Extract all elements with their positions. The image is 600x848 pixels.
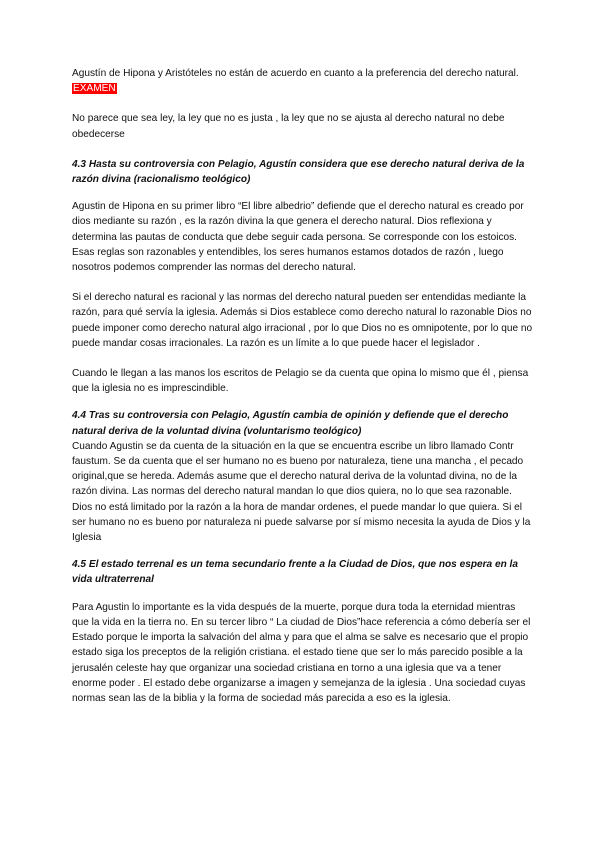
paragraph-4-5: Para Agustin lo importante es la vida después de la muerte, porque dura toda la eternidad mientras que la vida en la tierra no. En su tercer libro “ La ciudad de Dios”hace referencia a cómo debería ser el Estado porque le importa la salvación del alma y para que el alma se salve es necesario que el propio estado siga los preceptos de la religión cristiana. el estado tiene que ser lo más parecido posible a la jerusalén celeste hay que organizar una sociedad cristiana en torno a una iglesia que va a tener enorme poder . El estado debe organizarse a imagen y semejanza de la iglesia . Una sociedad cuyas normas sean las de la biblia y la forma de sociedad más parecida a eso es la iglesia. (72, 601, 531, 704)
intro-text: Agustín de Hipona y Aristóteles no están de acuerdo en cuanto a la preferencia del derecho natural. (72, 68, 519, 79)
paragraph-4-4: Cuando Agustin se da cuenta de la situación en la que se encuentra escribe un libro llamado Contr faustum. Se da cuenta que el ser humano no es bueno por naturaleza, tiene una mancha , el pecado original,que se hereda. Además asume que el derecho natural deriva de la voluntad divina, no de la razón divina. Las normas del derecho natural mandan lo que dios quiera, no lo que sea razonable. Dios no está limitado por la razón a la hora de mandar ordenes, el puede mandar lo que quiera. Si el ser humano no es bueno por naturaleza ni puede salvarse por sí mismo necesita la ayuda de Dios y la Iglesia (72, 440, 531, 544)
heading-4-3: 4.3 Hasta su controversia con Pelagio, Agustín considera que ese derecho natural deriva de la razón divina (racionalismo teológico) (72, 158, 525, 186)
paragraph-4-3-1: Agustin de Hipona en su primer libro “El libre albedrio” defiende que el derecho natural es creado por dios mediante su razón , es la razón divina la que genera el derecho natural. Dios reflexiona y determina las pautas de conducta que debe seguir cada persona. Se corresponde con los estoicos. Esas reglas son razonables y entendibles, los seres humanos estamos dotados de razón , luego nosotros podemos comprender las normas del derecho natural. (72, 201, 524, 274)
intro-paragraph (72, 66, 534, 96)
law-paragraph: No parece que sea ley, la ley que no es justa , la ley que no se ajusta al derecho natural no debe obedecerse (72, 113, 505, 140)
exam-highlight: EXAMEN (73, 83, 116, 95)
document-page (72, 66, 534, 706)
heading-4-5: 4.5 El estado terrenal es un tema secundario frente a la Ciudad de Dios, que nos espera en la vida ultraterrenal (72, 559, 518, 586)
paragraph-4-3-3: Cuando le llegan a las manos los escritos de Pelagio se da cuenta que opina lo mismo que él , piensa que la iglesia no es imprescindible. (72, 368, 529, 395)
heading-4-4: 4.4 Tras su controversia con Pelagio, Agustín cambia de opinión y defiende que el derecho natural deriva de la voluntad divina (voluntarismo teológico) (72, 410, 509, 437)
paragraph-4-3-2: Si el derecho natural es racional y las normas del derecho natural pueden ser entendidas mediante la razón, para qué servía la iglesia. Además si Dios establece como derecho natural lo razonable Dios no puede imponer como derecho natural algo irracional , por lo que Dios no es omnipotente, por lo que no puede mandar cosas irracionales. La razón es un límite a lo que puede hacer el legislador . (72, 292, 533, 349)
